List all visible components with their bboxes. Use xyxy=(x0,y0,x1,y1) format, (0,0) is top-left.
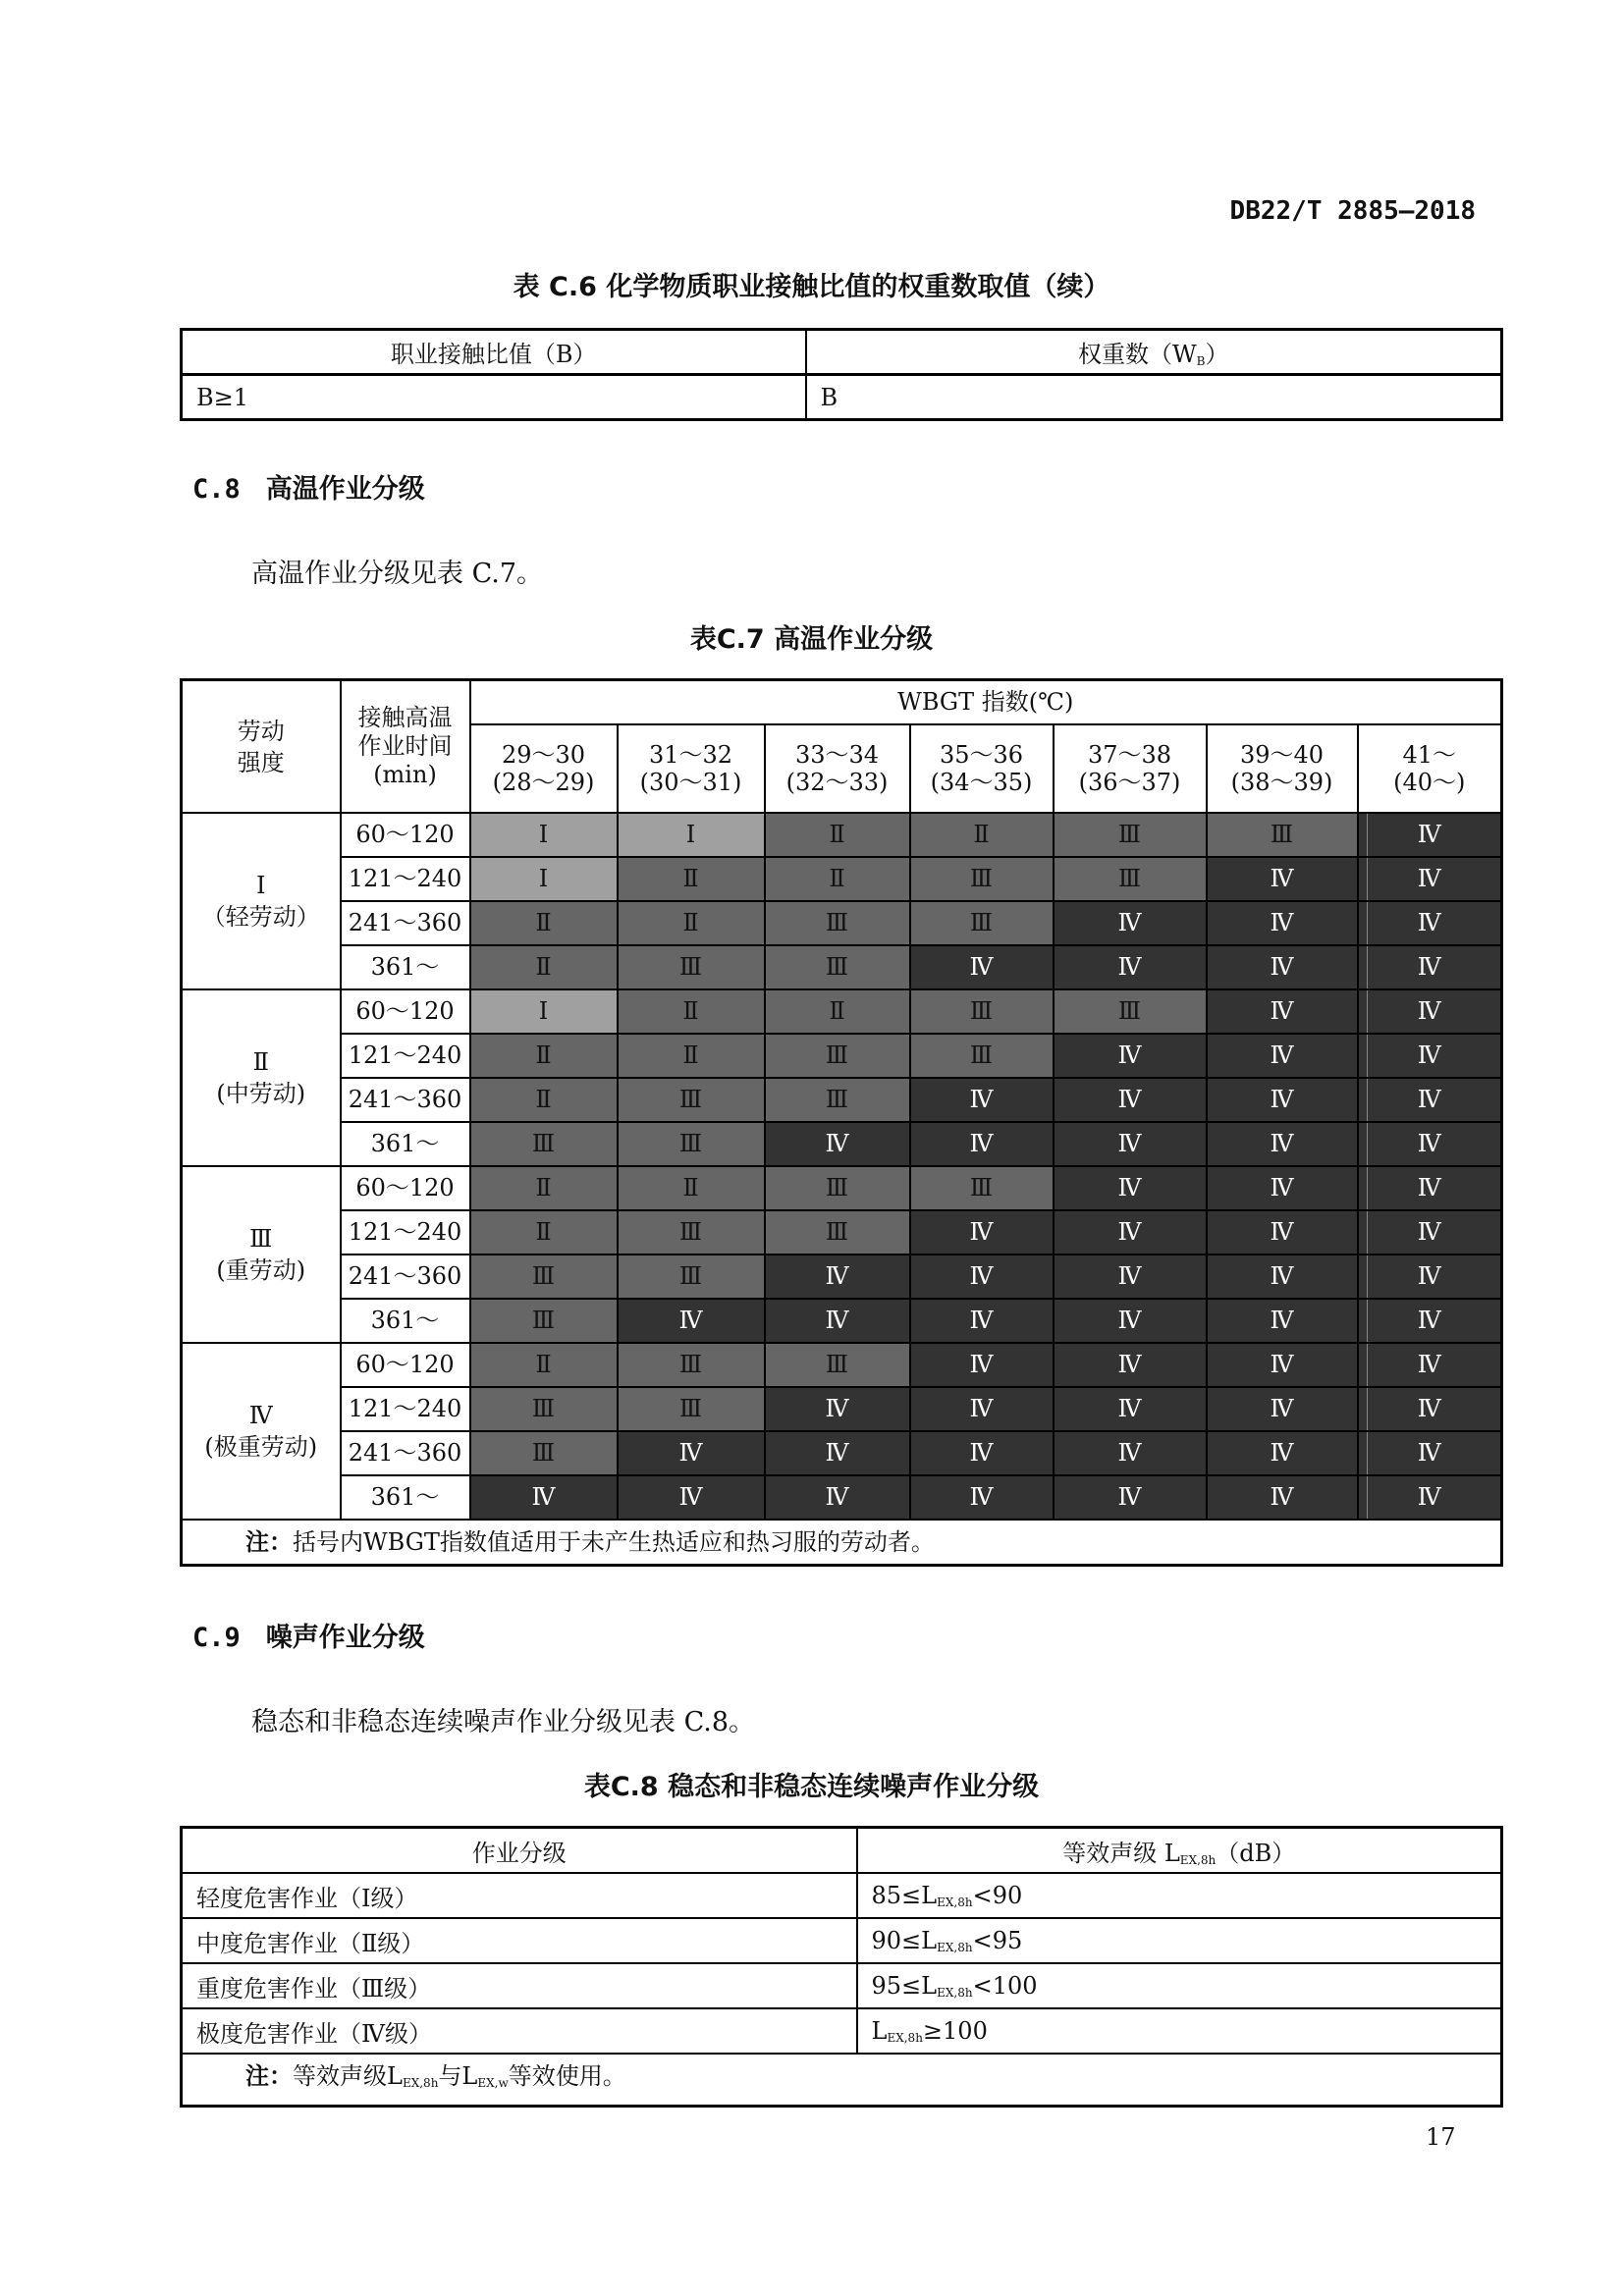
grade-cell: Ⅲ xyxy=(765,1166,910,1210)
grade-cell: Ⅳ xyxy=(1054,1299,1207,1343)
grade-cell: Ⅳ xyxy=(1207,1299,1358,1343)
grade-cell: Ⅲ xyxy=(470,1255,618,1299)
grade-cell: Ⅳ xyxy=(1054,1166,1207,1210)
grade-cell: Ⅳ xyxy=(910,1078,1054,1122)
col-header-wbgt-range xyxy=(618,724,765,813)
table-c6 xyxy=(180,328,1503,421)
grade-cell: Ⅳ xyxy=(1054,1255,1207,1299)
grade-cell: Ⅲ xyxy=(618,1078,765,1122)
intensity-level: Ⅰ xyxy=(256,872,266,899)
duration-cell: 121～240 xyxy=(341,857,470,901)
grade-cell: Ⅱ xyxy=(910,813,1054,857)
grade-cell: Ⅲ xyxy=(765,1210,910,1255)
table-note-row xyxy=(182,1520,1502,1566)
col-header-wbgt-range xyxy=(1358,724,1502,813)
intensity-group-cell xyxy=(182,813,341,989)
grade-cell: Ⅲ xyxy=(470,1299,618,1343)
grade-cell: Ⅳ xyxy=(1207,1078,1358,1122)
col-header-wbgt-range xyxy=(470,724,618,813)
cell-level: $90\le L_{EX,8h}<95$ xyxy=(857,1918,1502,1963)
duration-cell: 60～120 xyxy=(341,1166,470,1210)
grade-cell: Ⅳ xyxy=(1358,1078,1502,1122)
wbgt-range: 41～ xyxy=(1402,741,1457,769)
wbgt-range-alt: (30～31) xyxy=(639,769,742,796)
intensity-label: （轻劳动） xyxy=(201,903,320,931)
table-row xyxy=(182,857,1502,901)
grade-cell: Ⅳ xyxy=(1207,1122,1358,1166)
col-header-level: 等效声级 $L_{EX,8h}(dB)$ xyxy=(857,1828,1502,1874)
grade-cell: Ⅲ xyxy=(910,1166,1054,1210)
grade-cell: Ⅳ xyxy=(1358,901,1502,945)
wbgt-range: 35～36 xyxy=(939,741,1024,769)
wbgt-range: 33～34 xyxy=(794,741,880,769)
grade-cell: Ⅳ xyxy=(910,1210,1054,1255)
grade-cell: Ⅲ xyxy=(470,1122,618,1166)
intensity-label: (重劳动) xyxy=(216,1256,306,1284)
grade-cell: Ⅳ xyxy=(910,1475,1054,1520)
grade-cell: Ⅱ xyxy=(618,857,765,901)
col-header-wbgt-range xyxy=(1054,724,1207,813)
wbgt-range-alt: (32～33) xyxy=(785,769,889,796)
header-line: 接触高温 xyxy=(357,704,453,731)
table-c6-caption: 表 C.6 化学物质职业接触比值的权重数取值（续） xyxy=(513,272,1110,302)
grade-cell: Ⅲ xyxy=(765,1078,910,1122)
table-row xyxy=(182,1873,1502,1918)
grade-cell: Ⅳ xyxy=(1358,1034,1502,1078)
table-row xyxy=(182,813,1502,857)
grade-cell: Ⅳ xyxy=(1358,945,1502,989)
table-row xyxy=(182,375,1502,420)
col-header-wbgt-range xyxy=(910,724,1054,813)
intensity-group-cell xyxy=(182,1166,341,1343)
wbgt-range-alt: (36～37) xyxy=(1078,769,1181,796)
table-row xyxy=(182,1343,1502,1387)
grade-cell: Ⅲ xyxy=(910,901,1054,945)
table-note: 注：等效声级$L_{EX,8h}$与$L_{EX,w}$等效使用。 xyxy=(182,2054,1502,2107)
grade-cell: Ⅲ xyxy=(618,1343,765,1387)
intensity-group-cell xyxy=(182,989,341,1166)
grade-cell: Ⅳ xyxy=(1207,1034,1358,1078)
duration-cell: 361～ xyxy=(341,945,470,989)
duration-cell: 121～240 xyxy=(341,1034,470,1078)
grade-cell: Ⅳ xyxy=(1358,813,1502,857)
table-row xyxy=(182,1387,1502,1431)
table-c8 xyxy=(180,1826,1503,2108)
grade-cell: Ⅳ xyxy=(1358,1475,1502,1520)
duration-cell: 241～360 xyxy=(341,1078,470,1122)
grade-cell: Ⅳ xyxy=(1358,1387,1502,1431)
table-row xyxy=(182,1166,1502,1210)
document-id: DB22/T 2885—2018 xyxy=(1229,196,1476,226)
intensity-label: (极重劳动) xyxy=(204,1433,318,1461)
table-row xyxy=(182,901,1502,945)
col-header-wbgt-range xyxy=(765,724,910,813)
grade-cell: Ⅲ xyxy=(910,1034,1054,1078)
table-row xyxy=(182,1078,1502,1122)
cell-weight: B xyxy=(806,375,1502,420)
grade-cell: Ⅱ xyxy=(765,857,910,901)
grade-cell: Ⅲ xyxy=(618,1255,765,1299)
grade-cell: Ⅰ xyxy=(618,813,765,857)
header-line: 强度 xyxy=(237,748,285,776)
grade-cell: Ⅳ xyxy=(910,1431,1054,1475)
grade-cell: Ⅳ xyxy=(1207,945,1358,989)
grade-cell: Ⅱ xyxy=(470,1078,618,1122)
grade-cell: Ⅲ xyxy=(618,1387,765,1431)
grade-cell: Ⅳ xyxy=(1054,901,1207,945)
header-line: (min) xyxy=(373,761,437,788)
grade-cell: Ⅲ xyxy=(765,1034,910,1078)
grade-cell: Ⅳ xyxy=(1358,1343,1502,1387)
cell-level: $95\le L_{EX,8h}<100$ xyxy=(857,1963,1502,2008)
grade-cell: Ⅳ xyxy=(765,1387,910,1431)
grade-cell: Ⅳ xyxy=(1207,1343,1358,1387)
grade-cell: Ⅲ xyxy=(470,1387,618,1431)
table-header-row xyxy=(182,330,1502,375)
intensity-level: Ⅳ xyxy=(248,1402,273,1429)
section-c9-paragraph: 稳态和非稳态连续噪声作业分级见表 C.8。 xyxy=(251,1707,756,1737)
table-row xyxy=(182,1122,1502,1166)
header-line: 作业时间 xyxy=(357,732,453,760)
grade-cell: Ⅳ xyxy=(618,1475,765,1520)
col-header-weight: 权重数$(W_B)$ xyxy=(806,330,1502,375)
cell-grade: 极度危害作业（Ⅳ级） xyxy=(182,2008,857,2054)
grade-cell: Ⅳ xyxy=(1207,1475,1358,1520)
grade-cell: Ⅳ xyxy=(1054,1210,1207,1255)
grade-cell: Ⅲ xyxy=(1054,989,1207,1034)
table-row xyxy=(182,1034,1502,1078)
table-row xyxy=(182,1210,1502,1255)
cell-level: $L_{EX,8h}\ge 100$ xyxy=(857,2008,1502,2054)
table-header-row xyxy=(182,1828,1502,1874)
grade-cell: Ⅳ xyxy=(765,1431,910,1475)
grade-cell: Ⅲ xyxy=(618,1210,765,1255)
table-row xyxy=(182,1963,1502,2008)
grade-cell: Ⅲ xyxy=(618,945,765,989)
grade-cell: Ⅳ xyxy=(1054,1078,1207,1122)
col-header-ratio: 职业接触比值（B） xyxy=(182,330,806,375)
note-text: 括号内WBGT指数值适用于未产生热适应和热习服的劳动者。 xyxy=(293,1528,935,1556)
grade-cell: Ⅱ xyxy=(470,901,618,945)
table-row xyxy=(182,1475,1502,1520)
header-line: 劳动 xyxy=(237,717,285,745)
page-number: 17 xyxy=(1426,2123,1456,2151)
grade-cell: Ⅳ xyxy=(1054,1122,1207,1166)
section-c8-heading: C.8 高温作业分级 xyxy=(192,474,425,505)
col-header-wbgt-range xyxy=(1207,724,1358,813)
grade-cell: Ⅰ xyxy=(470,989,618,1034)
grade-cell: Ⅳ xyxy=(1358,1255,1502,1299)
duration-cell: 60～120 xyxy=(341,989,470,1034)
col-header-grade: 作业分级 xyxy=(182,1828,857,1874)
wbgt-range-alt: (34～35) xyxy=(930,769,1033,796)
duration-cell: 241～360 xyxy=(341,1431,470,1475)
table-row xyxy=(182,1255,1502,1299)
grade-cell: Ⅳ xyxy=(1054,1034,1207,1078)
grade-cell: Ⅳ xyxy=(1054,1475,1207,1520)
grade-cell: Ⅳ xyxy=(1358,989,1502,1034)
grade-cell: Ⅳ xyxy=(1054,945,1207,989)
grade-cell: Ⅰ xyxy=(470,813,618,857)
wbgt-range: 31～32 xyxy=(648,741,733,769)
grade-cell: Ⅳ xyxy=(1358,1299,1502,1343)
table-row xyxy=(182,945,1502,989)
duration-cell: 121～240 xyxy=(341,1210,470,1255)
grade-cell: Ⅳ xyxy=(1054,1387,1207,1431)
grade-cell: Ⅳ xyxy=(1358,857,1502,901)
grade-cell: Ⅳ xyxy=(765,1299,910,1343)
table-note xyxy=(182,1520,1502,1566)
duration-cell: 361～ xyxy=(341,1475,470,1520)
grade-cell: Ⅲ xyxy=(1054,857,1207,901)
grade-cell: Ⅳ xyxy=(910,1387,1054,1431)
grade-cell: Ⅳ xyxy=(1207,1210,1358,1255)
grade-cell: Ⅳ xyxy=(1054,1431,1207,1475)
grade-cell: Ⅲ xyxy=(618,1122,765,1166)
grade-cell: Ⅳ xyxy=(1358,1122,1502,1166)
grade-cell: Ⅲ xyxy=(910,857,1054,901)
wbgt-range-alt: (40～) xyxy=(1393,769,1466,796)
grade-cell: Ⅱ xyxy=(765,989,910,1034)
grade-cell: Ⅱ xyxy=(470,945,618,989)
grade-cell: Ⅳ xyxy=(765,1255,910,1299)
table-row xyxy=(182,2008,1502,2054)
wbgt-range: 37～38 xyxy=(1087,741,1172,769)
grade-cell: Ⅱ xyxy=(470,1343,618,1387)
grade-cell: Ⅳ xyxy=(765,1122,910,1166)
grade-cell: Ⅳ xyxy=(765,1475,910,1520)
duration-cell: 241～360 xyxy=(341,901,470,945)
grade-cell: Ⅲ xyxy=(765,901,910,945)
grade-cell: Ⅳ xyxy=(1207,901,1358,945)
section-c8-paragraph: 高温作业分级见表 C.7。 xyxy=(251,559,544,589)
grade-cell: Ⅳ xyxy=(1207,857,1358,901)
table-c8-caption: 表C.8 稳态和非稳态连续噪声作业分级 xyxy=(583,1772,1040,1802)
grade-cell: Ⅳ xyxy=(1358,1210,1502,1255)
note-label: 注： xyxy=(245,1528,293,1556)
duration-cell: 60～120 xyxy=(341,1343,470,1387)
duration-cell: 361～ xyxy=(341,1299,470,1343)
grade-cell: Ⅱ xyxy=(618,989,765,1034)
grade-cell: Ⅳ xyxy=(1207,1255,1358,1299)
grade-cell: Ⅳ xyxy=(1207,1166,1358,1210)
intensity-level: Ⅲ xyxy=(249,1225,273,1253)
grade-cell: Ⅲ xyxy=(910,989,1054,1034)
grade-cell: Ⅲ xyxy=(765,945,910,989)
wbgt-range: 29～30 xyxy=(501,741,586,769)
cell-grade: 重度危害作业（Ⅲ级） xyxy=(182,1963,857,2008)
table-row xyxy=(182,1918,1502,1963)
cell-level: $85\le L_{EX,8h}<90$ xyxy=(857,1873,1502,1918)
intensity-label: (中劳动) xyxy=(216,1080,306,1107)
grade-cell: Ⅳ xyxy=(618,1431,765,1475)
grade-cell: Ⅲ xyxy=(765,1343,910,1387)
grade-cell: Ⅰ xyxy=(470,857,618,901)
col-header-duration xyxy=(341,680,470,814)
grade-cell: Ⅳ xyxy=(910,945,1054,989)
section-c9-heading: C.9 噪声作业分级 xyxy=(192,1623,425,1653)
grade-cell: Ⅳ xyxy=(1358,1431,1502,1475)
grade-cell: Ⅱ xyxy=(470,1034,618,1078)
duration-cell: 361～ xyxy=(341,1122,470,1166)
grade-cell: Ⅳ xyxy=(470,1475,618,1520)
cell-grade: 轻度危害作业（Ⅰ级） xyxy=(182,1873,857,1918)
table-row xyxy=(182,1299,1502,1343)
table-row xyxy=(182,1431,1502,1475)
intensity-level: Ⅱ xyxy=(252,1048,269,1076)
cell-ratio: B≥1 xyxy=(182,375,806,420)
grade-cell: Ⅳ xyxy=(910,1299,1054,1343)
table-note-row xyxy=(182,2054,1502,2107)
col-header-wbgt: WBGT 指数(℃) xyxy=(470,680,1502,725)
grade-cell: Ⅱ xyxy=(618,1034,765,1078)
intensity-group-cell xyxy=(182,1343,341,1520)
table-c7-caption: 表C.7 高温作业分级 xyxy=(689,624,934,655)
wbgt-range-alt: (28～29) xyxy=(492,769,595,796)
grade-cell: Ⅳ xyxy=(1358,1166,1502,1210)
grade-cell: Ⅳ xyxy=(1207,1387,1358,1431)
col-header-intensity xyxy=(182,680,341,814)
grade-cell: Ⅳ xyxy=(910,1343,1054,1387)
grade-cell: Ⅱ xyxy=(765,813,910,857)
grade-cell: Ⅱ xyxy=(618,901,765,945)
grade-cell: Ⅳ xyxy=(910,1255,1054,1299)
duration-cell: 121～240 xyxy=(341,1387,470,1431)
grade-cell: Ⅳ xyxy=(1207,1431,1358,1475)
grade-cell: Ⅳ xyxy=(618,1299,765,1343)
grade-cell: Ⅲ xyxy=(470,1431,618,1475)
duration-cell: 60～120 xyxy=(341,813,470,857)
duration-cell: 241～360 xyxy=(341,1255,470,1299)
cell-grade: 中度危害作业（Ⅱ级） xyxy=(182,1918,857,1963)
grade-cell: Ⅱ xyxy=(470,1210,618,1255)
grade-cell: Ⅱ xyxy=(618,1166,765,1210)
wbgt-range: 39～40 xyxy=(1239,741,1325,769)
grade-cell: Ⅳ xyxy=(1207,989,1358,1034)
grade-cell: Ⅲ xyxy=(1207,813,1358,857)
wbgt-range-alt: (38～39) xyxy=(1230,769,1333,796)
table-header-row xyxy=(182,680,1502,725)
table-row xyxy=(182,989,1502,1034)
grade-cell: Ⅱ xyxy=(470,1166,618,1210)
grade-cell: Ⅳ xyxy=(910,1122,1054,1166)
table-c7 xyxy=(180,678,1503,1567)
grade-cell: Ⅲ xyxy=(1054,813,1207,857)
grade-cell: Ⅳ xyxy=(1054,1343,1207,1387)
